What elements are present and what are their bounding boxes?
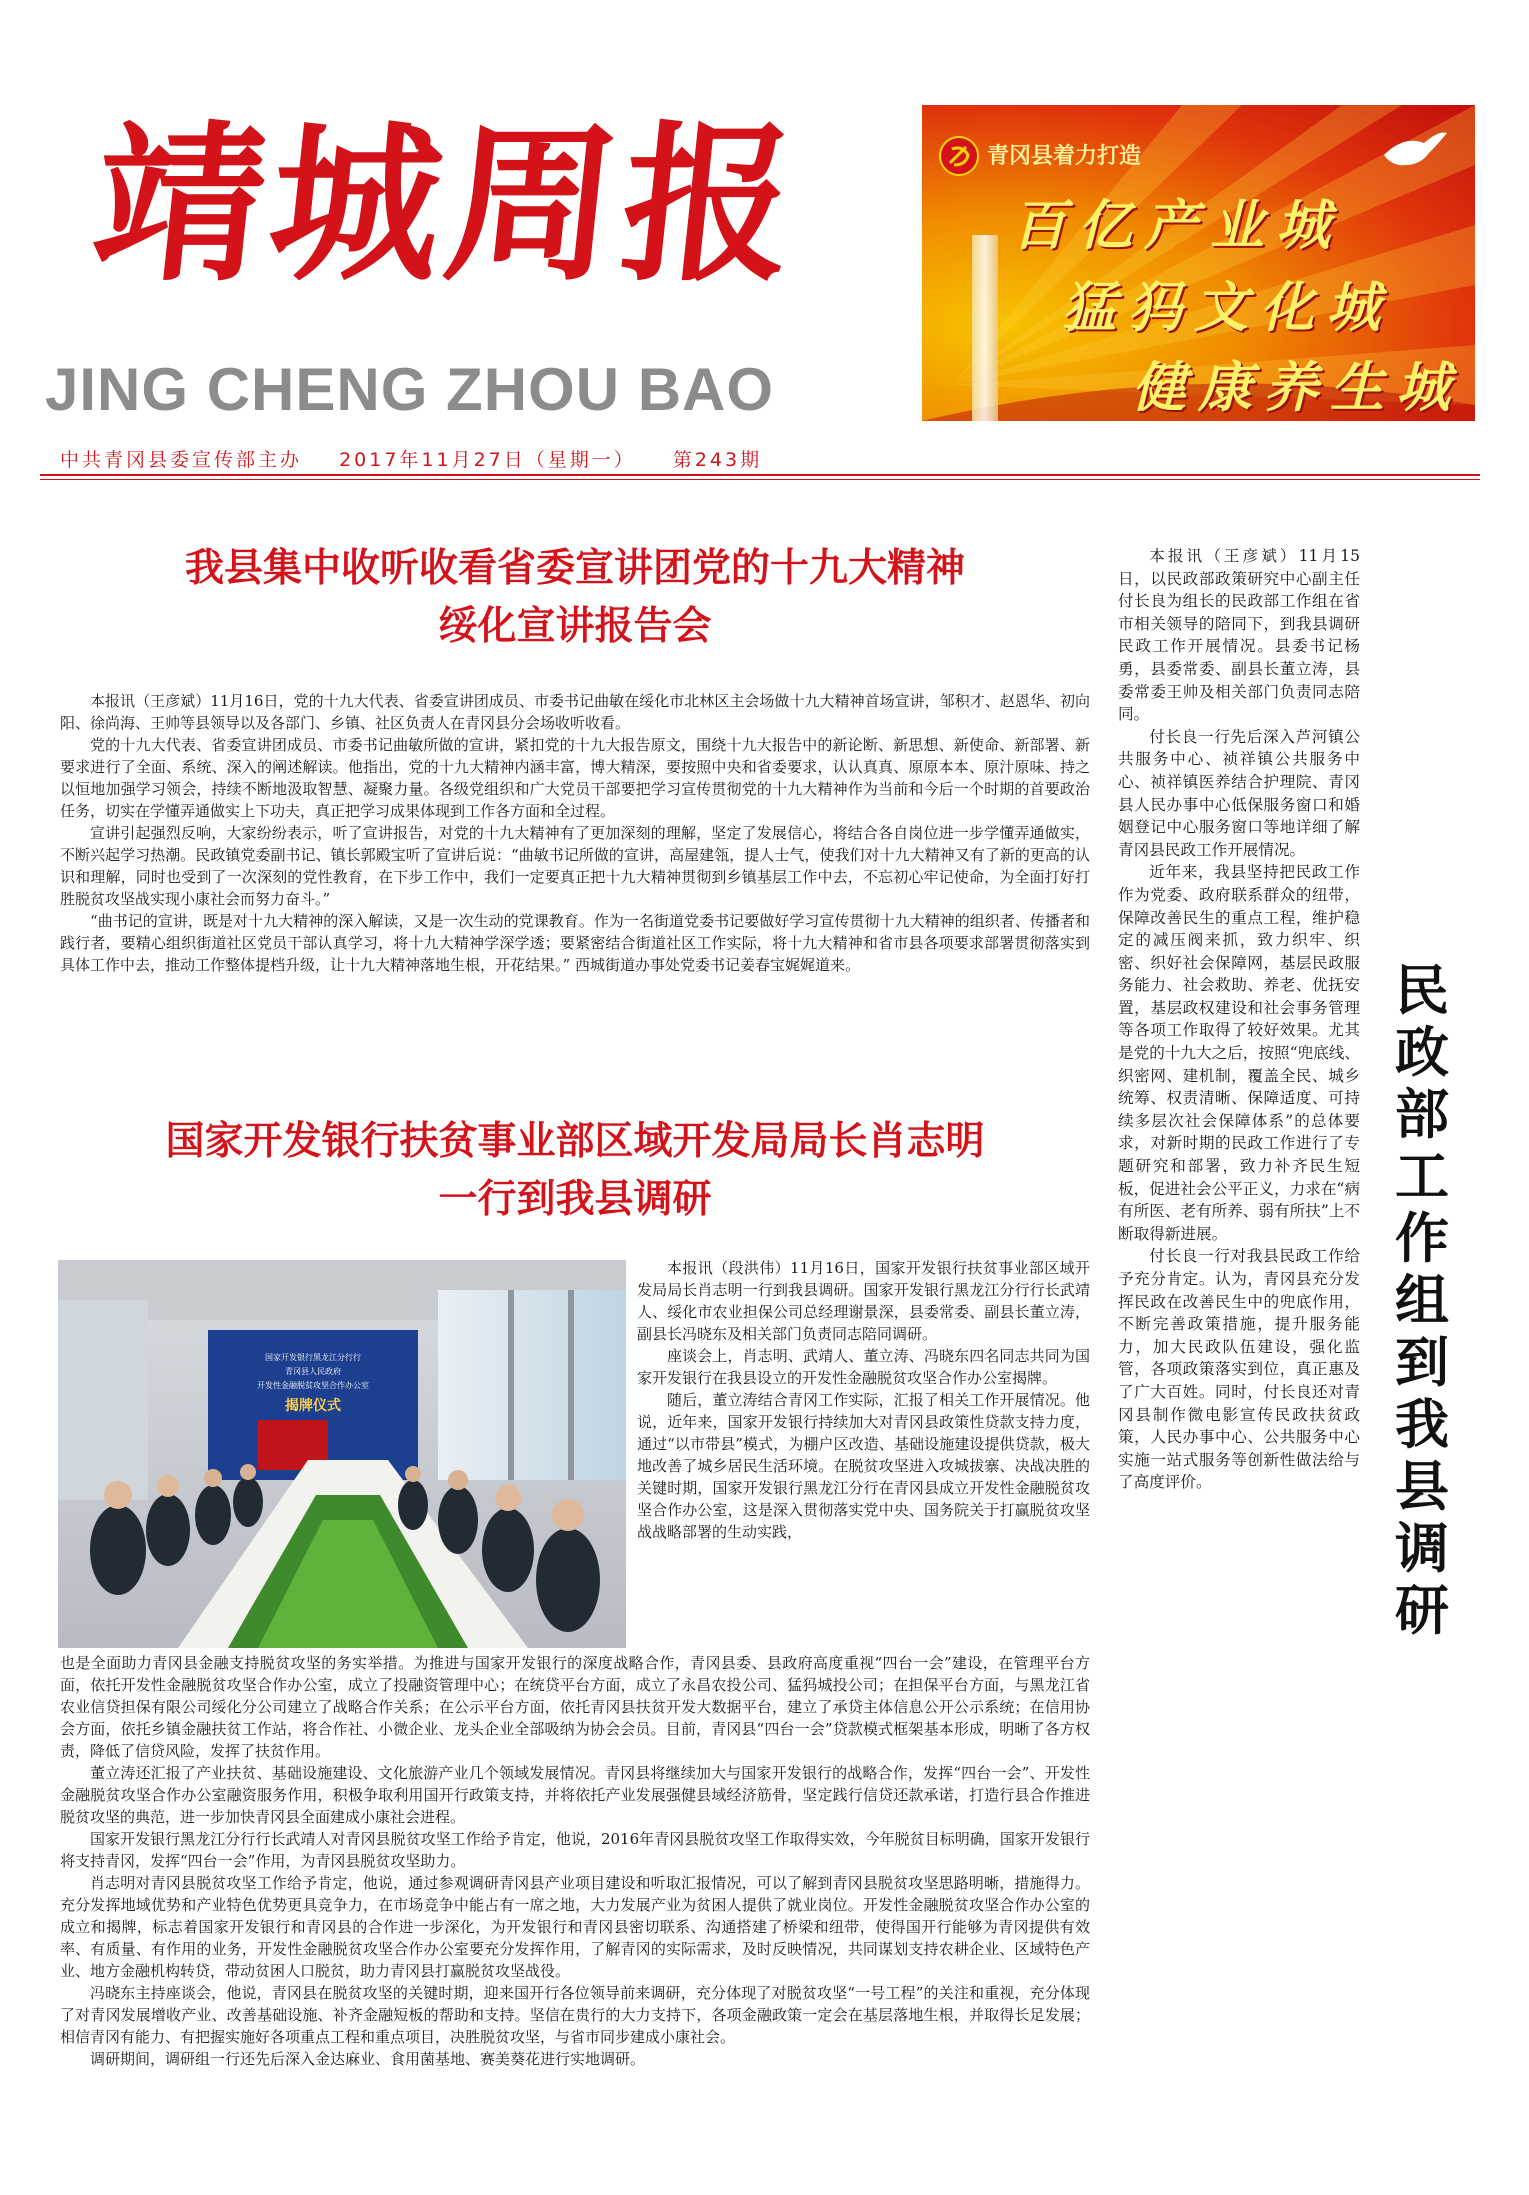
article2-paragraph: 随后，董立涛结合青冈工作实际，汇报了相关工作开展情况。他说，近年来，国家开发银行持续加大对青冈县政策性贷款支持力度，通过“以市带县”模式，为棚户区改造、基础设施建设提供贷款，极大地改善了城乡居民生活环境。在脱贫攻坚进入攻城拔寨、决战决胜的关键时期，国家开发银行黑龙江分行在青冈县成立开发性金融脱贫攻坚合作办公室，这是深入贯彻落实党中央、国务院关于打赢脱贫攻坚战战略部署的生动实践， [637,1391,1090,1541]
photo-sign-line3: 开发性金融脱贫攻坚合作办公室 [257,1381,369,1390]
sidebar-paragraph: 付长良一行先后深入芦河镇公共服务中心、祯祥镇公共服务中心、祯祥镇医养结合护理院、青冈县人民办事中心低保服务窗口和婚姻登记中心服务窗口等地详细了解青冈县民政工作开展情况。 [1118,727,1360,859]
article1-paragraph: 宣讲引起强烈反响，大家纷纷表示，听了宣讲报告，对党的十九大精神有了更加深刻的理解，坚定了发展信心，将结合各自岗位进一步学懂弄通做实，不断兴起学习热潮。民政镇党委副书记、镇长郭殿宝听了宣讲后说：“曲敏书记所做的宣讲，高屋建瓴，提人士气，使我们对十九大精神又有了新的更高的认识和理解，同时也受到了一次深刻的党性教育，在下步工作中，我们一定要真正把十九大精神贯彻到乡镇基层工作中去，不忘初心牢记使命，为全面打好打胜脱贫攻坚战实现小康社会而努力奋斗。” [60,824,1090,908]
article2-paragraph: 座谈会上，肖志明、武靖人、董立涛、冯晓东四名同志共同为国家开发银行在我县设立的开发性金融脱贫攻坚合作办公室揭牌。 [637,1347,1090,1387]
photo-sign-line4: 揭牌仪式 [285,1398,341,1414]
party-emblem-icon [938,135,980,177]
article2-paragraph: 肖志明对青冈县脱贫攻坚工作给予肯定，他说，通过参观调研青冈县产业项目建设和听取汇报情况，可以了解到青冈县脱贫攻坚思路明晰，措施得力。充分发挥地域优势和产业特色优势更具竞争力，在市场竞争中能占有一席之地，大力发展产业为贫困人提供了就业岗位。开发性金融脱贫攻坚合作办公室的成立和揭牌，标志着国家开发银行和青冈县的合作进一步深化，为开发银行和青冈县密切联系、沟通搭建了桥梁和纽带，使得国开行能够为青冈提供有效率、有质量、有作用的业务，开发性金融脱贫攻坚合作办公室要充分发挥作用，了解青冈的实际需求，及时反映情况，共同谋划支持农耕企业、区域特色产业、地方金融机构转贷，带动贫困人口脱贫，助力青冈县打赢脱贫攻坚战役。 [60,1874,1090,1980]
sidebar-headline: 民政部工作组到我县调研 [1395,959,1449,1642]
article1-paragraph: 党的十九大代表、省委宣讲团成员、市委书记曲敏所做的宣讲，紧扣党的十九大报告原文，围绕十九大报告中的新论断、新思想、新使命、新部署、新要求进行了全面、系统、深入的阐述解读。他指出，党的十九大精神内涵丰富，博大精深，要按照中央和省委要求，认认真真、原原本本、原汁原味、持之以恒地加强学习领会，持续不断地汲取智慧、凝聚力量。各级党组织和广大党员干部要把学习宣传贯彻党的十九大精神作为当前和今后一个时期的首要政治任务，切实在学懂弄通做实上下功夫，真正把学习成果体现到工作各方面和全过程。 [60,736,1090,820]
article2-headline-line1: 国家开发银行扶贫事业部区域开发局局长肖志明 [165,1119,985,1164]
meeting-photo [58,1260,626,1648]
issue-date: 2017年11月27日（星期一） [339,449,636,471]
masthead-divider-thin [40,479,1480,480]
slogan-banner [922,105,1475,421]
issue-number: 第243期 [672,449,763,471]
article2-paragraph-continued: 也是全面助力青冈县金融支持脱贫攻坚的务实举措。为推进与国家开发银行的深度战略合作，青冈县委、县政府高度重视“四台一会”建设，在管理平台方面，依托开发性金融脱贫攻坚合作办公室，成立了投融资管理中心；在统贷平台方面，成立了永昌农投公司、猛犸城投公司；在担保平台方面，与黑龙江省农业信贷担保有限公司绥化分公司建立了战略合作关系；在公示平台方面，依托青冈县扶贫开发大数据平台，建立了承贷主体信息公开公示系统；在信用协会方面，依托乡镇金融扶贫工作站，将合作社、小微企业、龙头企业全部吸纳为协会会员。目前，青冈县“四台一会”贷款模式框架基本形成，明晰了各方权责，降低了信贷风险，发挥了扶贫作用。 [60,1654,1090,1760]
photo-sign-line1: 国家开发银行黑龙江分行行 [265,1353,361,1362]
article1-paragraph: “曲书记的宣讲，既是对十九大精神的深入解读，又是一次生动的党课教育。作为一名街道党委书记要做好学习宣传贯彻十九大精神的组织者、传播者和践行者，要精心组织街道社区党员干部认真学习，将十九大精神学深学透；要紧密结合街道社区工作实际，将十九大精神和省市县各项要求部署贯彻落实到具体工作中去，推动工作整体提档升级，让十九大精神落地生根，开花结果。” 西城街道办事处党委书记姜春宝娓娓道来。 [60,912,1090,974]
article2-body-right [637,1257,1090,1543]
sponsor-text: 中共青冈县委宣传部主办 [60,449,303,471]
masthead-info [60,445,790,472]
meeting-photo-image [58,1260,626,1648]
banner-slogan-1: 百亿产业城 [1012,193,1342,257]
article2-paragraph: 冯晓东主持座谈会，他说，青冈县在脱贫攻坚的关键时期，迎来国开行各位领导前来调研，充分体现了对脱贫攻坚“一号工程”的关注和重视，充分体现了对青冈发展增收产业、改善基础设施、补齐金融短板的帮助和支持。坚信在贵行的大力支持下，各项金融政策一定会在基层落地生根，并取得长足发展；相信青冈有能力、有把握实施好各项重点工程和重点项目，决胜脱贫攻坚，与省市同步建成小康社会。 [60,1984,1090,2046]
sidebar-article-body [1118,545,1360,1494]
article2-headline [60,1113,1090,1229]
article2-paragraph: 本报讯（段洪伟）11月16日，国家开发银行扶贫事业部区域开发局局长肖志明一行到我县调研。国家开发银行黑龙江分行行长武靖人、绥化市农业担保公司总经理谢景深，县委常委、副县长董立涛，副县长冯晓东及相关部门负责同志陪同调研。 [637,1259,1090,1343]
article1-paragraph: 本报讯（王彦斌）11月16日，党的十九大代表、省委宣讲团成员、市委书记曲敏在绥化市北林区主会场做十九大精神首场宣讲，邹积才、赵恩华、初向阳、徐尚海、王帅等县领导以及各部门、乡镇、社区负责人在青冈县分会场收听收看。 [60,692,1090,732]
article1-headline [60,540,1090,656]
banner-slogan-3: 健康养生城 [1132,355,1462,419]
article1-body [60,690,1090,976]
article2-paragraph: 董立涛还汇报了产业扶贫、基础设施建设、文化旅游产业几个领域发展情况。青冈县将继续加大与国家开发银行的战略合作，发挥“四台一会”、开发性金融脱贫攻坚合作办公室融资服务作用，积极争取利用国开行政策支持，并将依托产业发展强健县域经济筋骨，坚定践行信贷还款承诺，打造行县合作推进脱贫攻坚的典范，进一步加快青冈县全面建成小康社会进程。 [60,1764,1090,1826]
photo-sign-line2: 青冈县人民政府 [285,1367,341,1376]
article2-paragraph: 国家开发银行黑龙江分行行长武靖人对青冈县脱贫攻坚工作给予肯定，他说，2016年青冈县脱贫攻坚工作取得实效，今年脱贫目标明确，国家开发银行将支持青冈，发挥“四台一会”作用，为青冈县脱贫攻坚助力。 [60,1830,1090,1870]
article2-body-full [60,1652,1090,2070]
newspaper-title: 靖城周报 [84,105,810,305]
masthead-divider [40,474,1480,476]
dove-icon [1379,125,1449,175]
article2-headline-line2: 一行到我县调研 [438,1177,712,1222]
masthead [40,100,880,471]
sidebar-paragraph: 付长良一行对我县民政工作给予充分肯定。认为，青冈县充分发挥民政在改善民生中的兜底作用，不断完善政策措施，提升服务能力，加大民政队伍建设，强化监管，各项政策落实到位，真正惠及了广大百姓。同时，付长良还对青冈县制作微电影宣传民政扶贫政策，人民办事中心、公共服务中心实施一站式服务等创新性做法给与了高度评价。 [1118,1247,1360,1492]
banner-subtitle: 青冈县着力打造 [987,144,1142,169]
article1-headline-line2: 绥化宣讲报告会 [438,604,712,649]
sidebar-paragraph: 本报讯（王彦斌）11月15日，以民政部政策研究中心副主任付长良为组长的民政部工作组在省市相关领导的陪同下，到我县调研民政工作开展情况。县委书记杨勇，县委常委、副县长董立涛，县委常委王帅及相关部门负责同志陪同。 [1118,547,1360,724]
article2-paragraph: 调研期间，调研组一行还先后深入金达麻业、食用菌基地、赛美葵花进行实地调研。 [90,2050,646,2068]
banner-slogan-2: 猛犸文化城 [1062,275,1392,339]
newspaper-pinyin: JING CHENG ZHOU BAO [45,356,775,423]
article1-headline-line1: 我县集中收听收看省委宣讲团党的十九大精神 [184,546,965,591]
huabiao-pillar-icon [972,235,998,421]
sidebar-paragraph: 近年来，我县坚持把民政工作作为党委、政府联系群众的纽带，保障改善民生的重点工程，维护稳定的减压阀来抓，致力织牢、织密、织好社会保障网，基层民政服务能力、社会救助、养老、优抚安置，基层政权建设和社会事务管理等各项工作取得了较好效果。尤其是党的十九大之后，按照“兜底线、织密网、建机制，覆盖全民、城乡统筹、权责清晰、保障适度、可持续多层次社会保障体系”的总体要求，对新时期的民政工作进行了专题研究和部署，致力补齐民生短板，促进社会公平正义，力求在“病有所医、老有所养、弱有所扶”上不断取得新进展。 [1118,863,1360,1243]
